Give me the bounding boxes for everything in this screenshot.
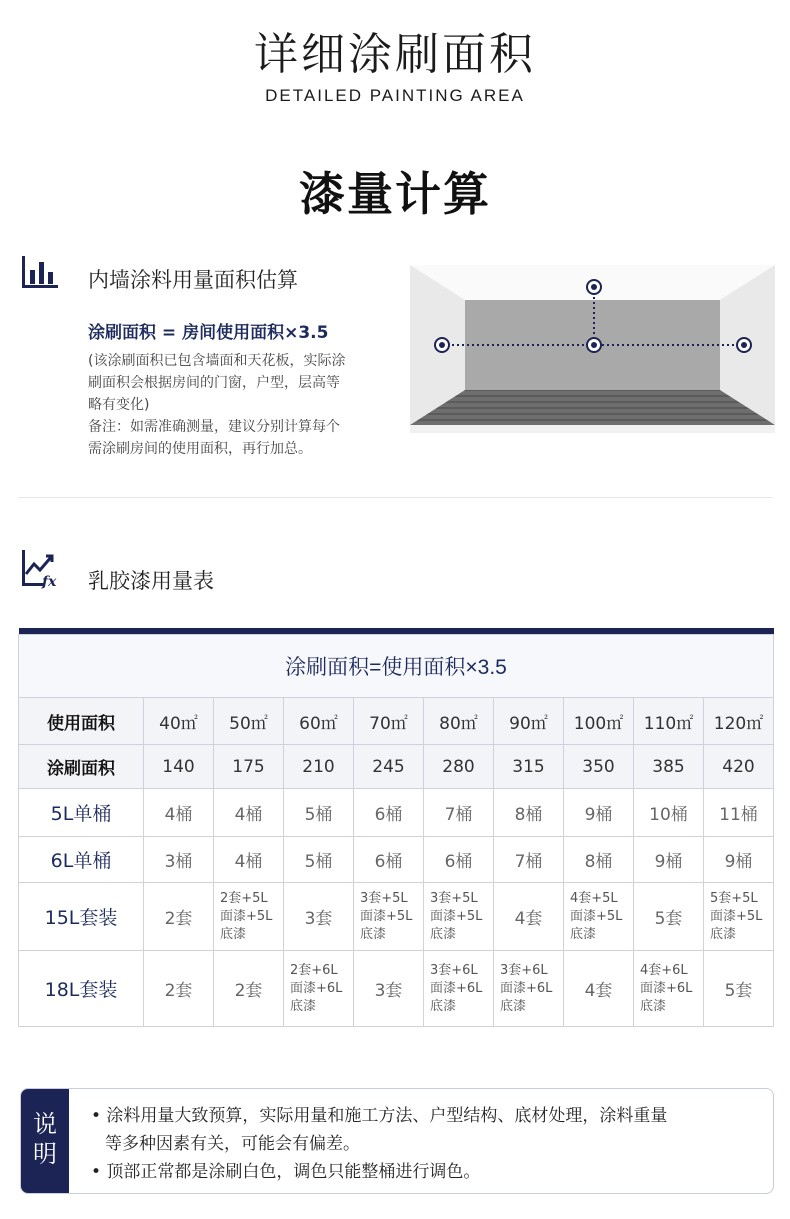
table-cell: 140 — [144, 745, 214, 789]
note-line: 略有变化) — [88, 397, 150, 413]
table-cell: 10桶 — [634, 789, 704, 837]
table-cell: 9桶 — [704, 837, 774, 883]
table-cell: 3套+6L 面漆+6L 底漆 — [424, 951, 494, 1027]
table-cell: 6桶 — [424, 837, 494, 883]
table-cell: 6桶 — [354, 837, 424, 883]
table-cell: 2套+5L 面漆+5L 底漆 — [214, 883, 284, 951]
table-cell: 5套 — [634, 883, 704, 951]
table-cell: 385 — [634, 745, 704, 789]
estimate-formula: 涂刷面积 = 房间使用面积×3.5 — [88, 323, 329, 343]
table-cell: 315 — [494, 745, 564, 789]
estimate-note — [88, 350, 388, 460]
table-cell: 280 — [424, 745, 494, 789]
table-heading: 乳胶漆用量表 — [88, 569, 214, 593]
table-cell: 3套+6L 面漆+6L 底漆 — [494, 951, 564, 1027]
table-cell: 245 — [354, 745, 424, 789]
area-cell: 60㎡ — [284, 698, 354, 745]
note-line: 刷面积会根据房间的门窗，户型，层高等 — [88, 375, 340, 391]
area-cell: 90㎡ — [494, 698, 564, 745]
page-subtitle: DETAILED PAINTING AREA — [265, 86, 525, 105]
table-cell: 420 — [704, 745, 774, 789]
row-label: 6L单桶 — [19, 837, 144, 883]
table-row — [19, 951, 774, 1027]
area-cell: 110㎡ — [634, 698, 704, 745]
table-cell: 4套+6L 面漆+6L 底漆 — [634, 951, 704, 1027]
table-cell: 2套+6L 面漆+6L 底漆 — [284, 951, 354, 1027]
note-line: (该涂刷面积已包含墙面和天花板，实际涂 — [88, 353, 346, 369]
row-label: 5L单桶 — [19, 789, 144, 837]
table-cell: 5桶 — [284, 837, 354, 883]
table-cell: 4桶 — [214, 789, 284, 837]
table-cell: 175 — [214, 745, 284, 789]
bar-chart-icon — [20, 252, 60, 292]
table-cell: 3套 — [284, 883, 354, 951]
table-cell: 9桶 — [564, 789, 634, 837]
page-title: 详细涂刷面积 — [254, 29, 536, 80]
table-cell: 4套 — [564, 951, 634, 1027]
room-illustration — [410, 265, 775, 433]
estimate-heading: 内墙涂料用量面积估算 — [88, 268, 298, 292]
table-header-row — [19, 698, 774, 745]
notes-tag — [21, 1089, 69, 1193]
paint-usage-table — [18, 628, 774, 1027]
table-cell: 4套+5L 面漆+5L 底漆 — [564, 883, 634, 951]
area-cell: 70㎡ — [354, 698, 424, 745]
table-row — [19, 883, 774, 951]
notes-box — [20, 1088, 774, 1194]
table-cell: 2套 — [144, 951, 214, 1027]
notes-tag-text: 说明 — [33, 1110, 57, 1168]
note-item: • 涂料用量大致预算，实际用量和施工方法、户型结构、底材处理，涂料重量 — [91, 1106, 668, 1126]
table-cell: 3套+5L 面漆+5L 底漆 — [354, 883, 424, 951]
table-row — [19, 837, 774, 883]
row-label: 18L套装 — [19, 951, 144, 1027]
table-cell: 8桶 — [564, 837, 634, 883]
table-cell: 7桶 — [494, 837, 564, 883]
note-line: 需涂刷房间的使用面积，再行加总。 — [88, 441, 312, 457]
table-cell: 4桶 — [214, 837, 284, 883]
table-cell: 210 — [284, 745, 354, 789]
table-cell: 2套 — [214, 951, 284, 1027]
table-cell: 5套+5L 面漆+5L 底漆 — [704, 883, 774, 951]
section-divider — [18, 497, 772, 498]
area-cell: 80㎡ — [424, 698, 494, 745]
row-label: 15L套装 — [19, 883, 144, 951]
table-cell: 9桶 — [634, 837, 704, 883]
row-label: 涂刷面积 — [19, 745, 144, 789]
table-formula: 涂刷面积=使用面积×3.5 — [19, 635, 774, 698]
table-cell: 2套 — [144, 883, 214, 951]
area-cell: 50㎡ — [214, 698, 284, 745]
table-cell: 7桶 — [424, 789, 494, 837]
table-cell: 8桶 — [494, 789, 564, 837]
table-row — [19, 745, 774, 789]
note-line: 备注：如需准确测量，建议分别计算每个 — [88, 419, 340, 435]
header-label: 使用面积 — [19, 698, 144, 745]
table-cell: 3套 — [354, 951, 424, 1027]
table-cell: 6桶 — [354, 789, 424, 837]
table-cell: 5桶 — [284, 789, 354, 837]
area-cell: 120㎡ — [704, 698, 774, 745]
table-cell: 5套 — [704, 951, 774, 1027]
note-item: 等多种因素有关，可能会有偏差。 — [105, 1134, 360, 1154]
area-cell: 40㎡ — [144, 698, 214, 745]
note-item: • 顶部正常都是涂刷白色，调色只能整桶进行调色。 — [91, 1162, 481, 1182]
table-cell: 11桶 — [704, 789, 774, 837]
table-cell: 4桶 — [144, 789, 214, 837]
svg-text:fx: fx — [42, 574, 57, 590]
table-cell: 4套 — [494, 883, 564, 951]
table-cell: 350 — [564, 745, 634, 789]
section-title: 漆量计算 — [299, 167, 491, 221]
table-cell: 3套+5L 面漆+5L 底漆 — [424, 883, 494, 951]
trend-fx-icon — [20, 548, 60, 588]
table-cell: 3桶 — [144, 837, 214, 883]
area-cell: 100㎡ — [564, 698, 634, 745]
table-row — [19, 789, 774, 837]
